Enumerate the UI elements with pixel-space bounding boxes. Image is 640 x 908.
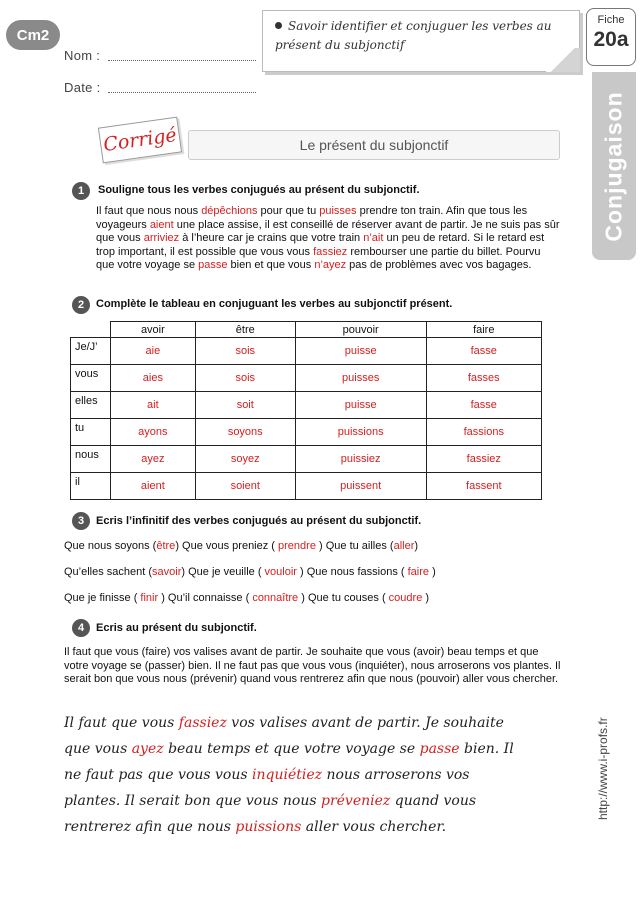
text-segment: Il faut que nous nous — [96, 205, 202, 217]
text-segment: ) Que vous preniez ( — [175, 540, 279, 552]
conjugation-cell: soyez — [195, 446, 295, 473]
text-segment: vos valises avant de partir. Je souhaite que vous — [64, 715, 504, 757]
text-segment: ) Que tu couses ( — [298, 592, 389, 604]
site-url — [596, 700, 616, 830]
text-segment: ) — [429, 566, 436, 578]
table-header-cell: pouvoir — [295, 322, 426, 338]
table-header-cell: faire — [426, 322, 541, 338]
answer-verb: puissions — [235, 819, 302, 835]
conjugation-cell: puissions — [295, 419, 426, 446]
answer-verb: aient — [149, 218, 174, 231]
ex3-line — [64, 540, 564, 552]
answer-verb: préveniez — [320, 793, 391, 809]
objective-text: Savoir identifier et conjuguer les verbes au présent du subjonctif — [275, 19, 552, 52]
text-segment: quand vous rentrerez afin que nous — [64, 793, 477, 835]
conjugation-cell: sois — [195, 338, 295, 365]
answer-verb: arriviez — [143, 232, 180, 244]
answer-verb: prendre — [278, 540, 316, 552]
fiche-number: 20a — [593, 28, 629, 51]
conjugation-cell: puisse — [295, 392, 426, 419]
conjugation-cell: fassent — [426, 473, 541, 500]
answer-verb: vouloir — [264, 566, 297, 578]
text-segment: pas de problèmes avec vos bagages. — [346, 259, 532, 271]
fiche-label: Fiche — [597, 14, 625, 26]
objective-box — [262, 10, 580, 72]
text-segment: ) Que je veuille ( — [181, 566, 265, 578]
ex3-lines — [64, 540, 564, 618]
ex4-title: Ecris au présent du subjonctif. — [96, 622, 257, 634]
text-segment: ) Qu’il connaisse ( — [158, 592, 253, 604]
ex1-paragraph — [96, 205, 560, 273]
table-header-cell: être — [195, 322, 295, 338]
answer-verb: passe — [198, 259, 228, 271]
conjugation-cell: soient — [195, 473, 295, 500]
text-segment: prendre ton train. Afin que tous les voyageurs — [96, 205, 528, 231]
ex4-handwritten-answer — [64, 710, 530, 840]
side-band — [592, 72, 636, 260]
ex3-line — [64, 566, 564, 578]
conjugation-cell: fasse — [426, 338, 541, 365]
table-row — [71, 419, 542, 446]
answer-verb: puisses — [319, 205, 357, 217]
pronoun-cell: nous — [71, 446, 111, 473]
table-row — [71, 473, 542, 500]
answer-verb: aller — [393, 540, 415, 552]
conjugation-table — [70, 321, 542, 500]
nom-line[interactable] — [108, 60, 256, 61]
page-title: Le présent du subjonctif — [188, 130, 560, 160]
answer-verb: finir — [140, 592, 159, 604]
text-segment: rembourser une partie du billet. Pourvu que votre voyage se — [96, 245, 541, 271]
answer-verb: coudre — [388, 592, 423, 604]
site-url-text: http://www.i-profs.fr — [596, 717, 610, 820]
conjugation-cell: puissent — [295, 473, 426, 500]
text-segment: bien et que vous — [227, 259, 315, 271]
text-segment: Que nous soyons ( — [64, 540, 157, 552]
text-segment: à l’heure car je crains que votre train — [179, 232, 364, 244]
date-label: Date : — [64, 80, 101, 95]
text-segment: un peu de retard. Si le retard est trop important, il est possible que vous vous — [96, 232, 545, 258]
text-segment: beau temps et que votre voyage se — [163, 741, 420, 757]
ex4-paragraph: Il faut que vous (faire) vos valises avant de partir. Je souhaite que vous (avoir) beau temps et que votre voyage se (passer) bien. Il ne faut pas que vous vous (inquiéter), nous arroserons vos plantes. Il serait bon que vous nous (prévenir) quand vous rentrerez afin que nous (pouvoir) aller vous chercher. — [64, 646, 561, 685]
nom-label: Nom : — [64, 48, 101, 63]
answer-verb: savoir — [152, 566, 182, 578]
side-title: Conjugaison — [600, 90, 627, 242]
corrige-stamp: Corrigé — [98, 117, 182, 164]
pronoun-cell: Je/J’ — [71, 338, 111, 365]
conjugation-cell: soyons — [195, 419, 295, 446]
pronoun-cell: il — [71, 473, 111, 500]
text-segment: Que je finisse ( — [64, 592, 141, 604]
level-badge: Cm2 — [6, 20, 60, 50]
ex2-number: 2 — [72, 296, 90, 314]
conjugation-cell: fassiez — [426, 446, 541, 473]
ex3-title: Ecris l’infinitif des verbes conjugués au présent du subjonctif. — [96, 515, 422, 527]
text-segment: bien. Il ne faut pas que vous vous — [64, 741, 514, 783]
answer-verb: être — [156, 540, 176, 552]
table-header-row — [71, 322, 542, 338]
text-segment: Qu’elles sachent ( — [64, 566, 153, 578]
conjugation-cell: aient — [111, 473, 196, 500]
answer-verb: faire — [407, 566, 430, 578]
text-segment: ) Que nous fassions ( — [296, 566, 408, 578]
pronoun-cell: elles — [71, 392, 111, 419]
page-fold — [546, 48, 580, 72]
conjugation-cell: ayez — [111, 446, 196, 473]
table-row — [71, 392, 542, 419]
text-segment: ) — [422, 592, 430, 604]
text-segment: ) Que tu ailles ( — [315, 540, 394, 552]
text-segment: aller vous chercher. — [301, 819, 447, 835]
conjugation-cell: fasses — [426, 365, 541, 392]
pronoun-cell: tu — [71, 419, 111, 446]
conjugation-cell: fassions — [426, 419, 541, 446]
conjugation-cell: puissiez — [295, 446, 426, 473]
answer-verb: fassiez — [313, 245, 348, 258]
answer-verb: fassiez — [178, 715, 227, 731]
ex4-number: 4 — [72, 619, 90, 637]
table-row — [71, 446, 542, 473]
answer-verb: connaître — [252, 592, 299, 604]
pronoun-cell: vous — [71, 365, 111, 392]
ex2-title: Complète le tableau en conjuguant les verbes au subjonctif présent. — [96, 298, 453, 310]
answer-verb: n’ait — [363, 232, 384, 244]
ex3-number: 3 — [72, 512, 90, 530]
text-segment: ) — [414, 540, 419, 552]
ex1-number: 1 — [72, 182, 90, 200]
conjugation-cell: aies — [111, 365, 196, 392]
table-corner — [71, 322, 111, 338]
ex1-title: Souligne tous les verbes conjugués au présent du subjonctif. — [98, 184, 420, 196]
bullet-icon — [275, 22, 282, 29]
answer-verb: ayez — [131, 741, 164, 757]
conjugation-cell: fasse — [426, 392, 541, 419]
answer-verb: n’ayez — [314, 259, 347, 271]
fiche-box — [586, 8, 636, 66]
ex3-line — [64, 592, 564, 604]
answer-verb: inquiétiez — [252, 767, 323, 783]
answer-verb: passe — [419, 741, 460, 757]
conjugation-cell: soit — [195, 392, 295, 419]
text-segment: Il faut que vous — [64, 715, 179, 731]
conjugation-cell: ayons — [111, 419, 196, 446]
table-row — [71, 365, 542, 392]
table-row — [71, 338, 542, 365]
text-segment: pour que tu — [257, 205, 320, 217]
text-segment: nous arroserons vos plantes. Il serait bon que vous nous — [64, 767, 470, 809]
conjugation-cell: sois — [195, 365, 295, 392]
conjugation-cell: aie — [111, 338, 196, 365]
conjugation-cell: puisses — [295, 365, 426, 392]
date-line[interactable] — [108, 92, 256, 93]
conjugation-cell: ait — [111, 392, 196, 419]
answer-verb: dépêchions — [201, 205, 258, 217]
text-segment: une place assise, il est conseillé de réserver avant de partir. Je ne suis pas sûr que vous — [96, 218, 560, 244]
table-header-cell: avoir — [111, 322, 196, 338]
conjugation-cell: puisse — [295, 338, 426, 365]
